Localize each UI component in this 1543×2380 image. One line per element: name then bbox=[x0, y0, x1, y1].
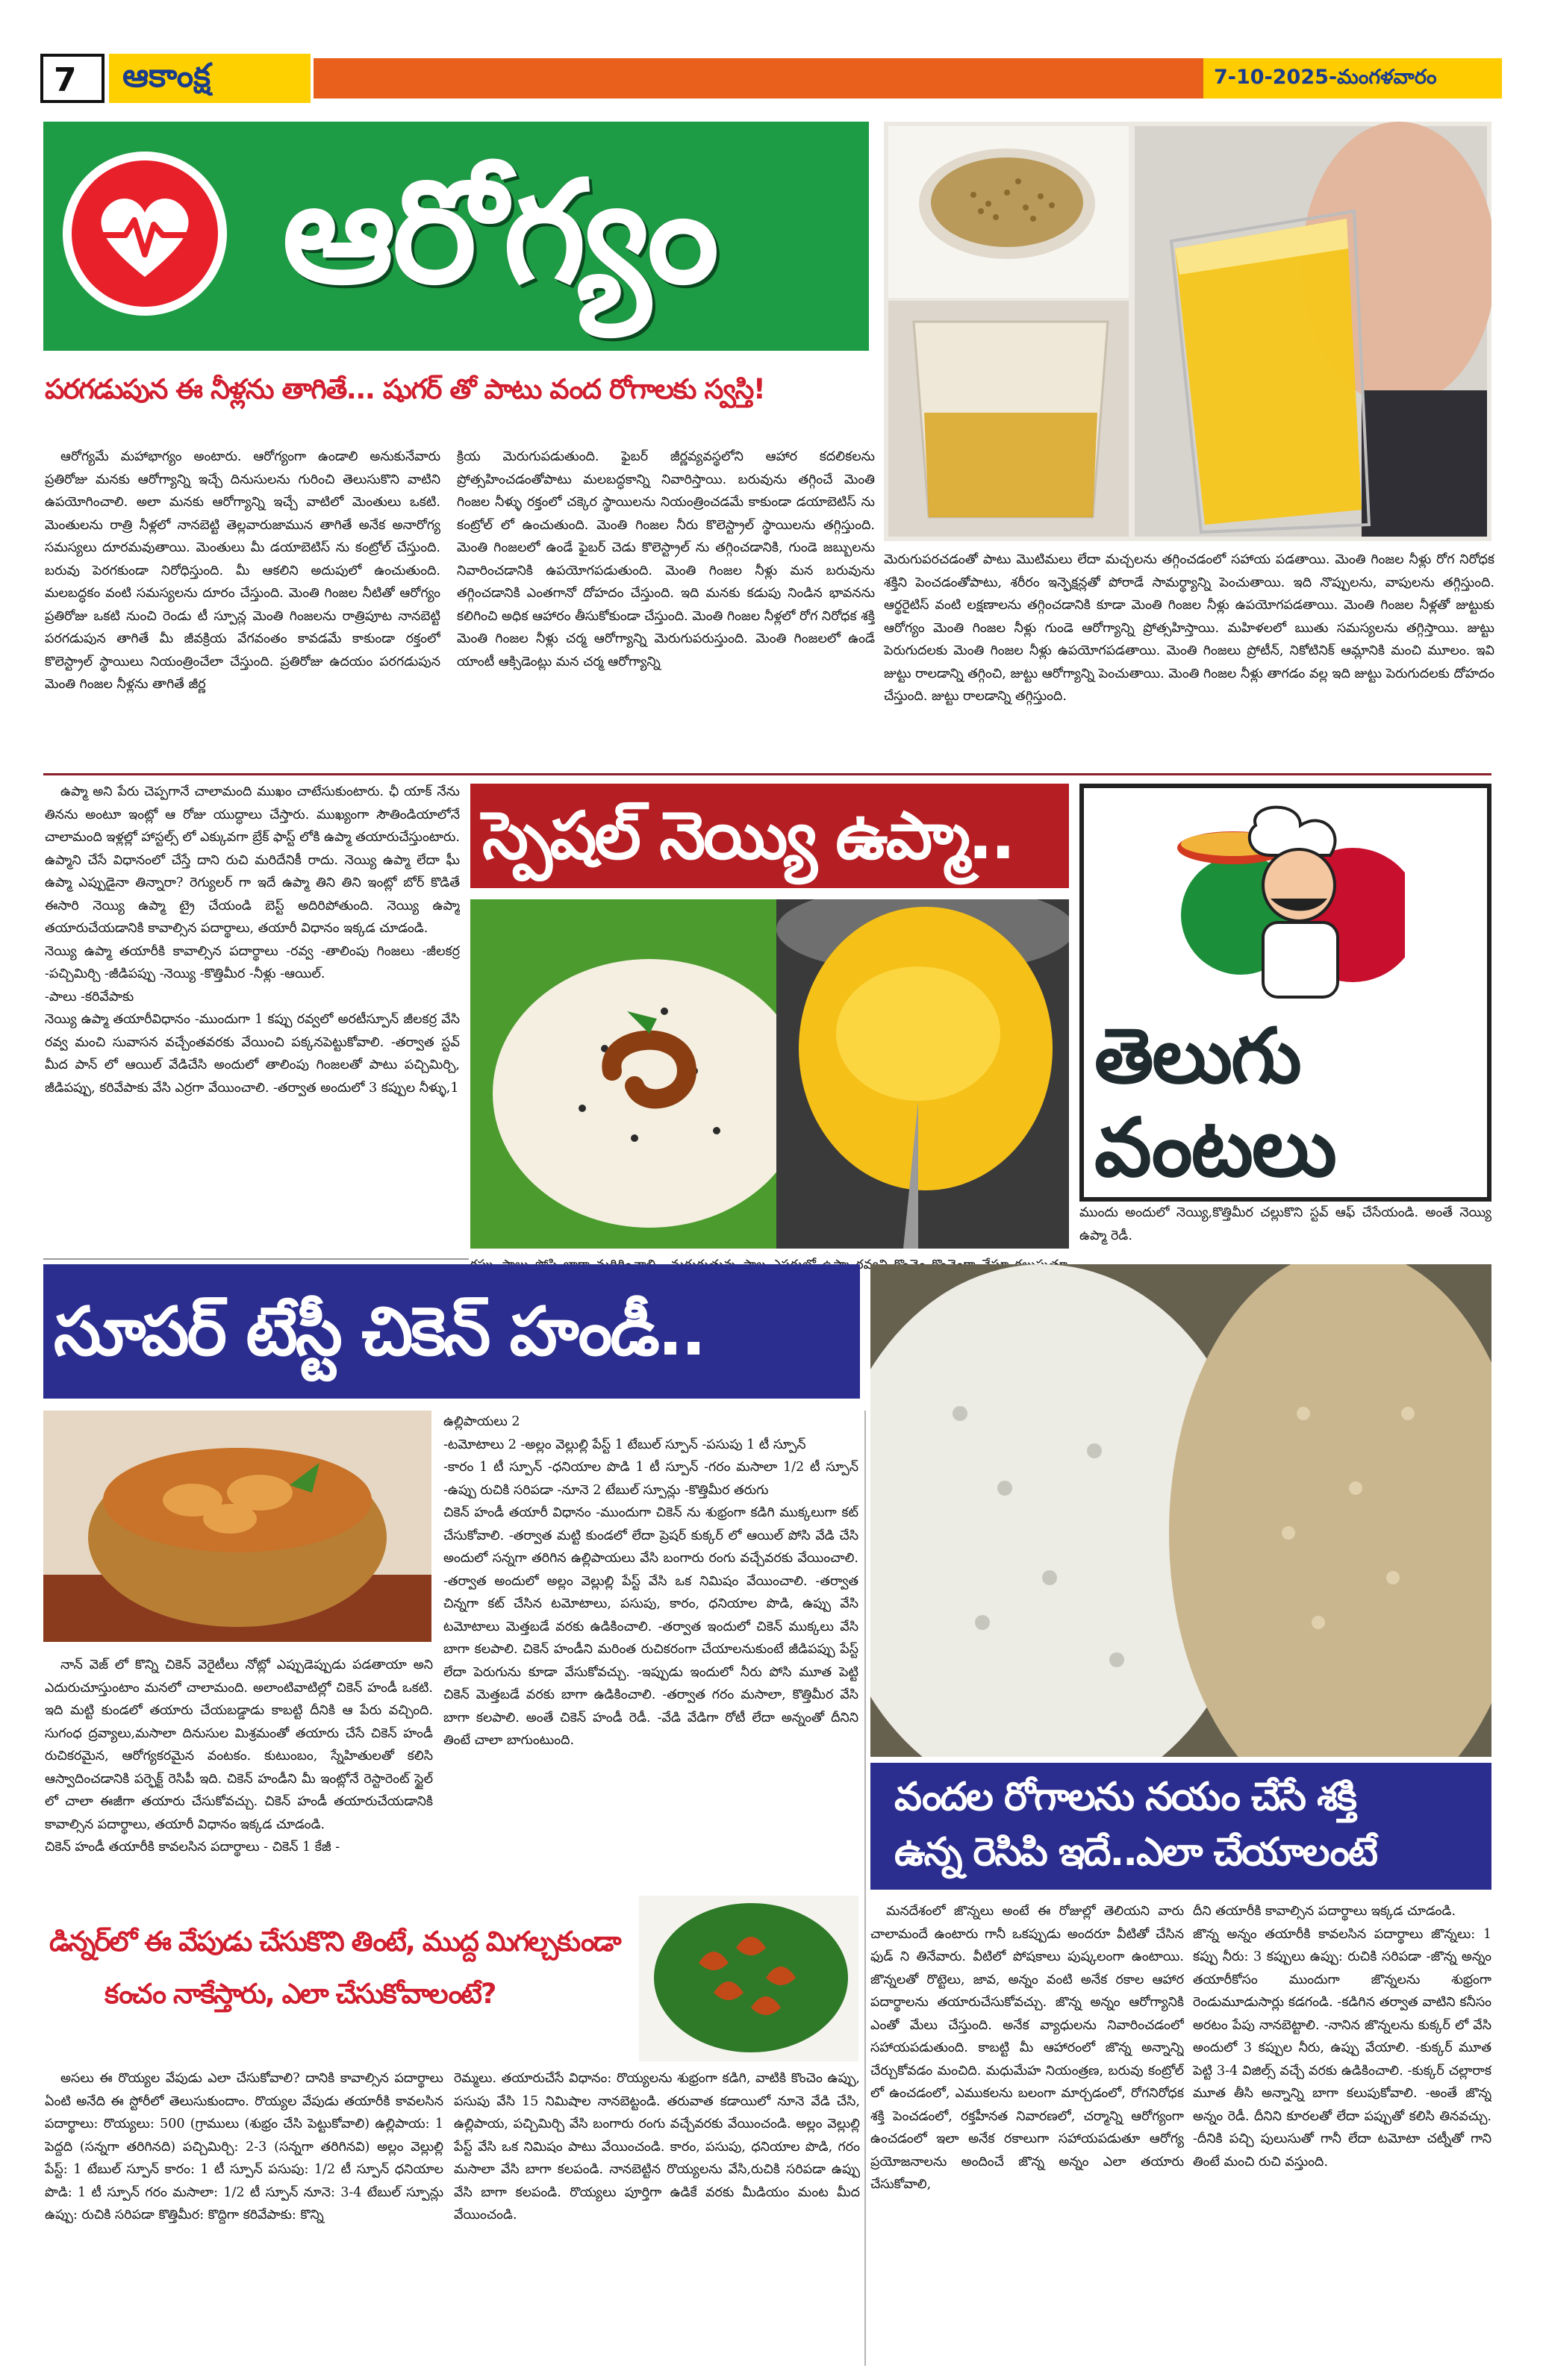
story3-column-1: నాన్ వెజ్ లో కొన్ని చికెన్ వెరైటీలు నోట్లో ఎప్పుడెప్పుడు పడతాయా అని ఎదురుచూస్తుంటాం మనలో చాలామంది. అలాంటివాటిల్లో చికెన్ హండీ ఒకటి. ఇది మట్టి కుండలో తయారు చేయబడ్డాడు కాబట్టి దీనికి ఆ పేరు వచ్చింది. సుగంధ ద్రవ్యాలు,మసాలా దినుసుల మిశ్రమంతో తయారు చేసే చికెన్ హండీ రుచికరమైన, ఆరోగ్యకరమైన వంటకం. కుటుంబం, స్నేహితులతో కలిసి ఆస్వాదించడానికి పర్ఫెక్ట్ రెసిపీ ఇది. చికెన్ హండీని మీ ఇంట్లోనే రెస్టారెంట్ స్టైల్ లో చాలా ఈజీగా తయారు చేసుకోవచ్చు. చికెన్ హండీ తయారుచేయడానికి కావాల్సిన పదార్థాలు, తయారీ విధానం ఇక్కడ చూడండి. చికెన్ హండీ తయారీకి కావలసిన పదార్థాలు - చికెన్ 1 కేజీ - bbox=[45, 1658, 433, 1855]
prawn-fry-photo bbox=[639, 1896, 858, 2061]
story2-bottom-2: ముందు అందులో నెయ్యి,కొత్తిమీర చల్లుకొని స్టవ్ ఆఫ్ చేసేయండి. అంతే నెయ్యి ఉప్మా రెడీ. bbox=[1079, 1205, 1491, 1243]
story5-headline-2: ఉన్న రెసిపి ఇదే..ఎలా చేయాలంటే bbox=[894, 1830, 1377, 1875]
fenugreek-photo bbox=[884, 122, 1491, 541]
story3-headline: సూపర్ టేస్టీ చికెన్ హండీ.. bbox=[54, 1293, 705, 1371]
chef-icon bbox=[1173, 803, 1405, 1005]
story5-headline-box bbox=[870, 1763, 1491, 1890]
story4-column-2: రెమ్మలు. తయారుచేసే విధానం: రొయ్యలను శుభ్రంగా కడిగి, వాటికి కొంచెం ఉప్పు, పసుపు వేసి 15 నిమిషాల నానబెట్టండి. తరువాత కడాయిలో నూనె వేడి చేసి, ఉల్లిపాయ, పచ్చిమిర్చి వేసి బంగారు రంగు వచ్చేవరకు వేయించండి. అల్లం వెల్లుల్లి పేస్ట్ వేసి ఒక నిమిషం పాటు వేయించండి. కారం, పసుపు, ధనియాల పొడి, గరం మసాలా వేసి బాగా కలపండి. నానబెట్టిన రొయ్యలను వేసి,రుచికి సరిపడా ఉప్పు వేసి బాగా కలపండి. రొయ్యలు పూర్తిగా ఉడికే వరకు మీడియం మంట మీద వేయించండి. bbox=[454, 2071, 860, 2223]
story1-column-1: ఆరోగ్యమే మహాభాగ్యం అంటారు. ఆరోగ్యంగా ఉండాలి అనుకునేవారు ప్రతిరోజు మనకు ఆరోగ్యాన్ని ఇచ్చే దినుసులను గురించి తెలుసుకొని వాటిని ఉపయోగించాలి. అలా మనకు ఆరోగ్యాన్ని ఇచ్చే వాటిలో మెంతులు ఒకటి. మెంతులను రాత్రి నీళ్లలో నానబెట్టి తెల్లవారుజామున తాగితే అనేక అనారోగ్య సమస్యలు దూరమవుతాయి. మెంతులు మీ డయాబెటిస్ ను కంట్రోల్ చేస్తుంది. బరువు పెరగకుండా నిరోధిస్తుంది. మీ ఆకలిని అదుపులో ఉంచుతుంది. మలబద్ధకం వంటి సమస్యలను దూరం చేస్తుంది. మెంతి గింజల నీటితో ఆరోగ్యం ప్రతిరోజు ఒకటి నుంచి రెండు టీ స్పూన్ల మెంతి గింజలను రాత్రిపూట నానబెట్టి పరగడుపున తాగితే మీ జీవక్రియ వేగవంతం కావడమే కాకుండా రక్తంలో కొలెస్ట్రాల్ స్థాయిలు నియంత్రించేలా చేస్తుంది. ప్రతిరోజు ఉదయం పరగడుపున మెంతి గింజల నీళ్లను తాగితే జీర్ణ bbox=[45, 449, 440, 692]
masthead bbox=[40, 54, 1502, 103]
story2-headline-box bbox=[470, 784, 1069, 888]
story5-headline-1: వందల రోగాలను నయం చేసే శక్తి bbox=[894, 1775, 1356, 1820]
story1-column-3: మెరుగుపరచడంతో పాటు మొటిమలు లేదా మచ్చలను తగ్గించడంలో సహాయ పడతాయి. మెంతి గింజల నీళ్లు రోగ నిరోధక శక్తిని పెంచడంతోపాటు, శరీరం ఇన్ఫెక్షన్లతో పోరాడే సామర్థ్యాన్ని పెంచుతాయి. ఇది నొప్పులను, వాపులను తగ్గిస్తుంది. ఆర్థరైటిస్ వంటి లక్షణాలను తగ్గించడానికి కూడా మెంతి గింజల నీళ్లు ఉపయోగపడతాయి. మెంతి గింజల నీళ్లతో జుట్టుకు ఆరోగ్యం మెంతి గింజల నీళ్లు గుండె ఆరోగ్యాన్ని ప్రోత్సహిస్తాయి. మహిళలలో ఋతు సమస్యలను తగ్గిస్తాయి. జుట్టు పెరుగుదలకు మెంతి గింజల నీళ్లు ఉపయోగపడతాయి. మెంతి గింజలు ప్రోటీన్, నికోటినిక్ ఆమ్లానికి మంచి మూలం. ఇవి జుట్టు రాలడాన్ని తగ్గించి, జుట్టు ఆరోగ్యాన్ని పెంచుతాయి. మెంతి గింజల నీళ్లు తాగడం వల్ల ఇది జుట్టు పెరుగుదలకు దోహదం చేస్తుంది. జుట్టు రాలడాన్ని తగ్గిస్తుంది. bbox=[884, 552, 1494, 704]
story1-column-2: క్రియ మెరుగుపడుతుంది. ఫైబర్ జీర్ణవ్యవస్థలోని ఆహార కదలికలను ప్రోత్సహించడంతోపాటు మలబద్ధకాన్ని నివారిస్తాయి. బరువును తగ్గించే మెంతి గింజల నీళ్ళు రక్తంలో చక్కెర స్థాయిలను నియంత్రించడమే కాకుండా డయాబెటిస్ ను కంట్రోల్ లో ఉంచుతుంది. మెంతి గింజల నీరు కొలెస్ట్రాల్ స్థాయిలను తగ్గిస్తుంది. మెంతి గింజలలో ఉండే ఫైబర్ చెడు కొలెస్ట్రాల్ ను తగ్గించడానికి, గుండె జబ్బులను నివారించడానికి ఉపయోగపడుతుంది. మెంతి గింజల నీళ్లు మన బరువును తగ్గించడానికి ఎంతగానో దోహదం చేస్తుంది. ఇది మనకు కడుపు నిండిన భావనను కలిగించి అధిక ఆహారం తీసుకోకుండా చేస్తుంది. మెంతి గింజల నీళ్లలో రోగ నిరోధక శక్తి మెంతి గింజల నీళ్లు చర్మ ఆరోగ్యాన్ని మెరుగుపరుస్తుంది. మెంతి గింజలలో ఉండే యాంటీ ఆక్సిడెంట్లు మన చర్మ ఆరోగ్యాన్ని bbox=[457, 449, 875, 669]
story3-column-2: ఉల్లిపాయలు 2 -టమోటాలు 2 -అల్లం వెల్లుల్లి పేస్ట్ 1 టేబుల్ స్పూన్ -పసుపు 1 టీ స్పూన్ -కారం 1 టీ స్పూన్ -ధనియాల పొడి 1 టీ స్పూన్ -గరం మసాలా 1/2 టీ స్పూన్ -ఉప్పు రుచికి సరిపడా -నూనె 2 టేబుల్ స్పూన్లు -కొత్తిమీర తరుగు చికెన్ హండీ తయారీ విధానం -ముందుగా చికెన్ ను శుభ్రంగా కడిగి ముక్కలుగా కట్ చేసుకోవాలి. -తర్వాత మట్టి కుండలో లేదా ప్రెషర్ కుక్కర్ లో ఆయిల్ పోసి వేడి చేసి అందులో సన్నగా తరిగిన ఉల్లిపాయలు వేసి బంగారు రంగు వచ్చేవరకు వేయించాలి. -తర్వాత అందులో అల్లం వెల్లుల్లి పేస్ట్ వేసి ఒక నిమిషం వేయించాలి. -తర్వాత చిన్నగా కట్ చేసిన టమోటాలు, పసుపు, కారం, ధనియాల పొడి, ఉప్పు వేసి టమోటాలు మెత్తబడే వరకు ఉడికించాలి. -తర్వాత ఇందులో చికెన్ ముక్కలు వేసి బాగా కలపాలి. చికెన్ హండీని మరింత రుచికరంగా చేయాలనుకుంటే జీడిపప్పు పేస్ట్ లేదా పెరుగును కూడా వేసుకోవచ్చు. -ఇప్పుడు ఇందులో నీరు పోసి మూత పెట్టి చికెన్ మెత్తబడే వరకు బాగా ఉడికించాలి. -తర్వాత గరం మసాలా, కొత్తిమీర వేసి బాగా కలపాలి. అంతే చికెన్ హండీ రెడీ. -వేడి వేడిగా రోటీ లేదా అన్నంతో దీనిని తింటే చాలా బాగుంటుంది. bbox=[443, 1414, 858, 1748]
logo-line-1: తెలుగు bbox=[1094, 1012, 1300, 1101]
story5-column-2: దీని తయారీకి కావాల్సిన పదార్థాలు ఇక్కడ చూడండి. జొన్న అన్నం తయారీకి కావలసిన పదార్థాలు జొన్నలు: 1 కప్పు నీరు: 3 కప్పులు ఉప్పు: రుచికి సరిపడా -జొన్న అన్నం తయారీకోసం ముందుగా జొన్నలను శుభ్రంగా రెండుమూడుసార్లు కడగండి. -కడిగిన తర్వాత వాటిని కనీసం అరటం పేపు నానబెట్టాలి. -నానిన జొన్నలను కుక్కర్ లో వేసి అందులో 3 కప్పుల నీరు, ఉప్పు వేయాలి. -కుక్కర్ మూత పెట్టి 3-4 విజిల్స్ వచ్చే వరకు ఉడికించాలి. -కుక్కర్ చల్లారాక మూత తీసి అన్నాన్ని బాగా కలుపుకోవాలి. -అంతే జొన్న అన్నం రెడీ. దీనిని కూరలతో లేదా పప్పుతో కలిసి తినవచ్చు. -దీనికి పచ్చి పులుసుతో గానీ లేదా టమోటా చట్నీతో గాని తింటే మంచి రుచి వస్తుంది. bbox=[1193, 1904, 1491, 2170]
story3-headline-box bbox=[43, 1264, 860, 1399]
logo-line-2: వంటలు bbox=[1094, 1102, 1335, 1195]
banner-title: ఆరోగ్యం bbox=[282, 150, 717, 315]
section-divider bbox=[43, 773, 1491, 775]
story2-headline: స్పెషల్ నెయ్యి ఉప్మా.. bbox=[482, 797, 1014, 874]
page-number: 7 bbox=[40, 54, 105, 103]
chicken-handi-photo bbox=[43, 1411, 431, 1642]
health-banner bbox=[43, 122, 869, 351]
story5-column-1: మనదేశంలో జొన్నలు అంటే ఈ రోజుల్లో తెలియని వారు చాలామందే ఉంటారు గానీ ఒకప్పుడు అందరూ వీటితో చేసిన ఫుడ్ ని తినేవారు. వీటిలో పోషకాలు పుష్కలంగా ఉంటాయి. జొన్నలతో రొట్టెలు, జావ, అన్నం వంటి అనేక రకాల ఆహార పదార్థాలను తయారుచేసుకోవచ్చు. జొన్న అన్నం ఆరోగ్యానికి ఎంతో మేలు చేస్తుంది. అనేక వ్యాధులను నివారించడంలో సహాయపడుతుంది. కాబట్టి మీ ఆహారంలో జొన్న అన్నాన్ని చేర్చుకోవడం మంచిది. మధుమేహ నియంత్రణ, బరువు కంట్రోల్ లో ఉంచడంలో, ఎముకలను బలంగా మార్చడంలో, రోగనిరోధక శక్తి పెంచడంలో, రక్తహీనత నివారణలో, చర్మాన్ని ఆరోగ్యంగా ఉంచడంలో ఇలా అనేక రకాలుగా సహాయపడుతూ ఆరోగ్య ప్రయోజనాలను అందించే జొన్న అన్నం ఎలా తయారు చేసుకోవాలి, bbox=[870, 1904, 1184, 2192]
story1-headline: పరగడుపున ఈ నీళ్లను తాగితే... షుగర్ తో పాటు వంద రోగాలకు స్వస్తి! bbox=[45, 373, 765, 405]
telugu-vantalu-logo bbox=[1079, 784, 1491, 1202]
story2-column-1: ఉప్మా అని పేరు చెప్పగానే చాలామంది ముఖం చాటేసుకుంటారు. ఛీ యాక్ నేను తినను అంటూ ఇంట్లో ఆ రోజు యుద్ధాలు చేస్తారు. ముఖ్యంగా సౌతిండియాలోనే చాలామంది ఇళ్లల్లో హాస్టల్స్ లో ఎక్కువగా బ్రేక్ ఫాస్ట్ లోకి ఉప్మా తయారుచేస్తుంటారు. ఉప్మాని చేసే విధానంలో చేస్తే దాని రుచి మరిదేనికీ రాదు. నెయ్యి ఉప్మా లేదా ఘీ ఉప్మా ఎప్పుడైనా తిన్నారా? రెగ్యులర్ గా ఇదే ఉప్మా తిని తిని ఇంట్లో బోర్ కొడితే ఈసారి నెయ్యి ఉప్మా ట్రై చేయండి బెస్ట్ అదిరిపోతుంది. నెయ్యి ఉప్మా తయారుచేయడానికి కావాల్సిన పదార్థాలు, తయారీ విధానం ఇక్కడ చూడండి. నెయ్యి ఉప్మా తయారీకి కావాల్సిన పదార్థాలు -రవ్వ -తాలింపు గింజలు -జీలకర్ర -పచ్చిమిర్చి -జీడిపప్పు -నెయ్యి -కొత్తిమీర -నీళ్లు -ఆయిల్. -పాలు -కరివేపాకు నెయ్యి ఉప్మా తయారీవిధానం -ముందుగా 1 కప్పు రవ్వలో అరటీస్పూన్ జీలకర్ర వేసి రవ్వ మంచి సువాసన వచ్చేంతవరకు వేయించి పక్కనపెట్టుకోవాలి. -తర్వాత స్టవ్ మీద పాన్ లో ఆయిల్ వేడిచేసి అందులో తాలింపు గింజలతో పాటు పచ్చిమిర్చి, జీడిపప్పు, కరివేపాకు వేసి ఎర్రగా వేయించాలి. -తర్వాత అందులో 3 కప్పుల నీళ్ళు,1 bbox=[45, 784, 460, 1096]
heart-pulse-icon bbox=[63, 152, 227, 316]
date-box: 7-10-2025-మంగళవారం bbox=[1203, 58, 1502, 99]
story4-headline-2: కంచం నాకేస్తారు, ఎలా చేసుకోవాలంటే? bbox=[105, 1978, 496, 2010]
column-rule bbox=[864, 1411, 866, 2366]
masthead-logo: ఆకాంక్ష bbox=[109, 54, 311, 103]
jowar-rice-photo bbox=[870, 1264, 1491, 1757]
upma-photo bbox=[470, 899, 1069, 1249]
story4-column-1: అసలు ఈ రొయ్యల వేపుడు ఎలా చేసుకోవాలి? దానికి కావాల్సిన పదార్థాలు ఏంటి అనేది ఈ స్టోరీలో తెలుసుకుందాం. రొయ్యల వేపుడు తయారీకి కావలసిన పదార్థాలు: రొయ్యలు: 500 (గ్రాములు (శుభ్రం చేసి పెట్టుకోవాలి) ఉల్లిపాయ: 1 పెద్దది (సన్నగా తరిగినది) పచ్చిమిర్చి: 2-3 (సన్నగా తరిగినవి) అల్లం వెల్లుల్లి పేస్ట్: 1 టేబుల్ స్పూన్ కారం: 1 టీ స్పూన్ పసుపు: 1/2 టీ స్పూన్ ధనియాల పొడి: 1 టీ స్పూన్ గరం మసాలా: 1/2 టీ స్పూన్ నూనె: 3-4 టేబుల్ స్పూన్లు ఉప్పు: రుచికి సరిపడా కొత్తిమీర: కొద్దిగా కరివేపాకు: కొన్ని bbox=[45, 2071, 443, 2223]
story4-headline-1: డిన్నర్‌లో ఈ వేపుడు చేసుకొని తింటే, ముద్ద మిగల్చకుండా bbox=[49, 1925, 620, 1958]
section-divider-2 bbox=[43, 1258, 469, 1260]
